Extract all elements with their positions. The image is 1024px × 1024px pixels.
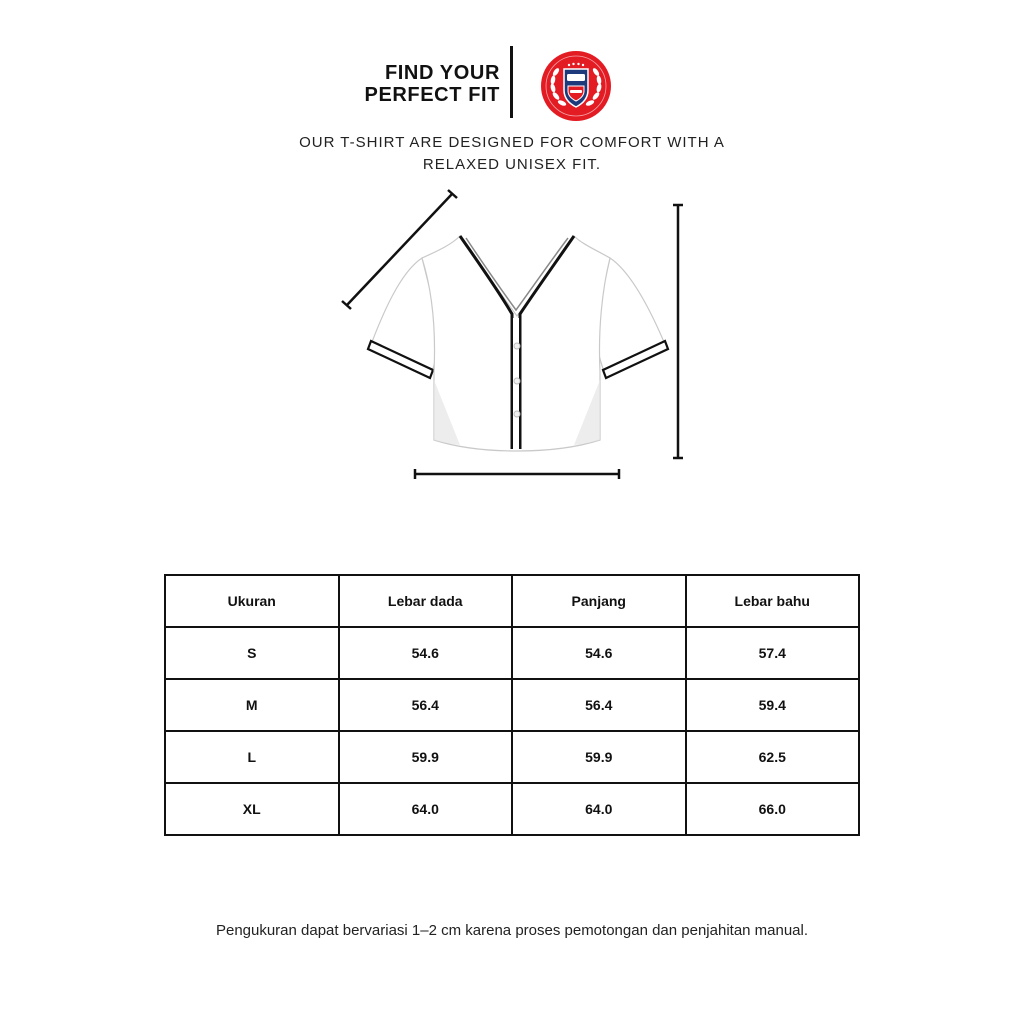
- table-row: [165, 627, 859, 679]
- length-cell: 64.0: [512, 783, 686, 835]
- subtitle-line-1: OUR T-SHIRT ARE DESIGNED FOR COMFORT WITH A: [299, 134, 725, 151]
- header-divider: [510, 46, 513, 118]
- table-row: [165, 679, 859, 731]
- column-header-shoulder-width: Lebar bahu: [686, 575, 860, 627]
- table-row: [165, 783, 859, 835]
- headline-line-2: PERFECT FIT: [364, 84, 500, 106]
- cropped-baseball-jersey-icon: [330, 180, 710, 490]
- shoulder-width-cell: 59.4: [686, 679, 860, 731]
- jersey-body: [368, 236, 668, 451]
- size-cell: M: [165, 679, 339, 731]
- table-row: [165, 731, 859, 783]
- column-header-size: Ukuran: [165, 575, 339, 627]
- length-cell: 54.6: [512, 627, 686, 679]
- chest-width-cell: 56.4: [339, 679, 513, 731]
- length-cell: 56.4: [512, 679, 686, 731]
- size-cell: XL: [165, 783, 339, 835]
- chest-width-cell: 54.6: [339, 627, 513, 679]
- headline-line-1: FIND YOUR: [384, 62, 500, 84]
- header: [0, 44, 1024, 124]
- shoulder-width-cell: 62.5: [686, 731, 860, 783]
- page-title: [365, 62, 501, 106]
- measurement-note: Pengukuran dapat bervariasi 1–2 cm karena proses pemotongan dan penjahitan manual.: [215, 922, 809, 939]
- chest-width-measure-line: [415, 469, 619, 479]
- laurel-crest-badge-icon: [540, 50, 612, 122]
- subtitle-line-2: RELAXED UNISEX FIT.: [422, 156, 602, 173]
- body-length-measure-line: [673, 205, 683, 458]
- chest-width-cell: 59.9: [339, 731, 513, 783]
- length-cell: 59.9: [512, 731, 686, 783]
- shoulder-width-cell: 66.0: [686, 783, 860, 835]
- size-chart-table: [164, 574, 860, 836]
- column-header-length: Panjang: [512, 575, 686, 627]
- column-header-chest-width: Lebar dada: [339, 575, 513, 627]
- size-cell: L: [165, 731, 339, 783]
- shoulder-width-cell: 57.4: [686, 627, 860, 679]
- table-header-row: [165, 575, 859, 627]
- subtitle: [262, 132, 762, 176]
- size-cell: S: [165, 627, 339, 679]
- chest-width-cell: 64.0: [339, 783, 513, 835]
